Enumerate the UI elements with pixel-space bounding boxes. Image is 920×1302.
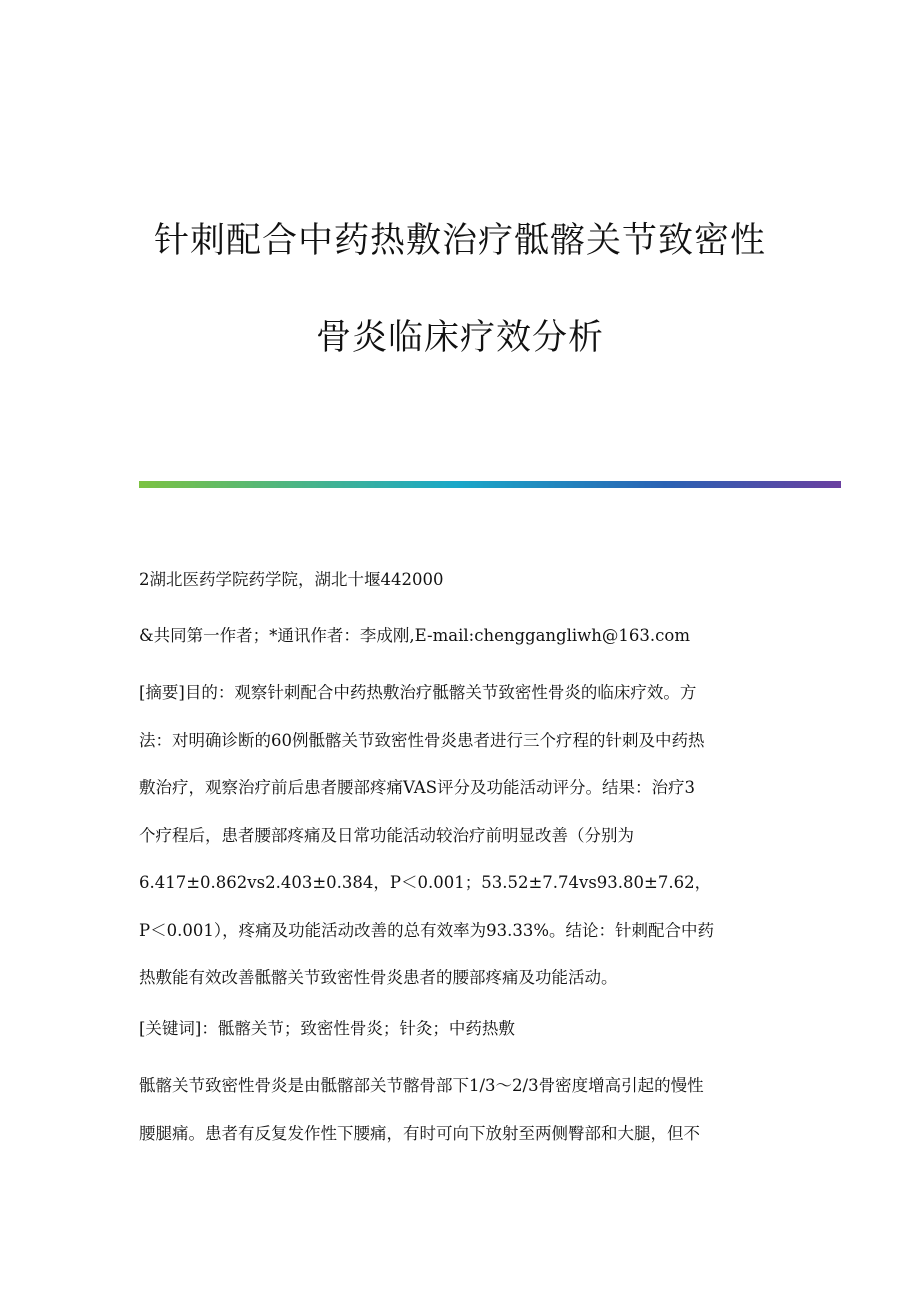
affiliation: 2湖北医药学院药学院，湖北十堰442000 (139, 570, 444, 589)
abstract-line: [摘要]目的：观察针刺配合中药热敷治疗骶髂关节致密性骨炎的临床疗效。方 (139, 683, 697, 702)
abstract-line: 法：对明确诊断的60例骶髂关节致密性骨炎患者进行三个疗程的针刺及中药热 (139, 730, 705, 750)
abstract-line: 敷治疗，观察治疗前后患者腰部疼痛VAS评分及功能活动评分。结果：治疗3 (139, 778, 696, 797)
abstract (139, 669, 789, 1002)
abstract-line: P＜0.001），疼痛及功能活动改善的总有效率为93.33%。结论：针刺配合中药 (139, 920, 715, 940)
body-text (139, 1062, 789, 1157)
author-note: &共同第一作者；*通讯作者：李成刚,E-mail:chenggangliwh@163.com (139, 626, 690, 645)
abstract-line: 个疗程后，患者腰部疼痛及日常功能活动较治疗前明显改善（分别为 (139, 825, 634, 845)
title-divider (139, 481, 841, 488)
abstract-line: 6.417±0.862vs2.403±0.384，P＜0.001；53.52±7.74vs93.80±7.62， (139, 873, 712, 892)
page-title-line-1: 针刺配合中药热敷治疗骶髂关节致密性 (153, 221, 766, 261)
abstract-line: 热敷能有效改善骶髂关节致密性骨炎患者的腰部疼痛及功能活动。 (139, 968, 618, 987)
page-title-line-2: 骨炎临床疗效分析 (315, 318, 604, 358)
keywords: [关键词]：骶髂关节；致密性骨炎；针灸；中药热敷 (139, 1019, 515, 1038)
body-line: 骶髂关节致密性骨炎是由骶髂部关节髂骨部下1/3～2/3骨密度增高引起的慢性 (139, 1076, 704, 1095)
body-line: 腰腿痛。患者有反复发作性下腰痛，有时可向下放射至两侧臀部和大腿，但不 (139, 1123, 700, 1143)
